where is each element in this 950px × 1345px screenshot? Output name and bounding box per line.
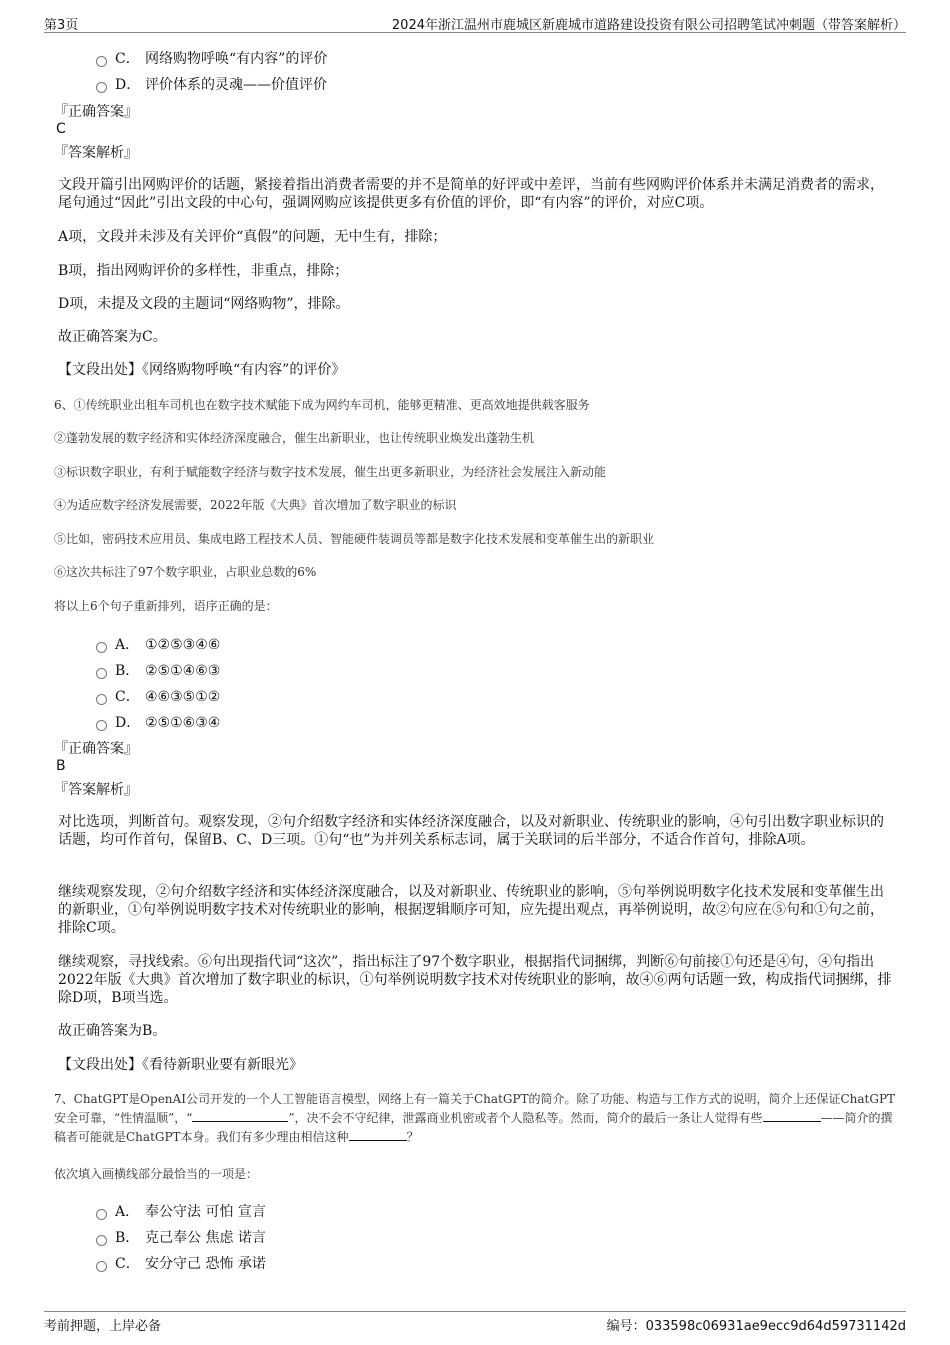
q7-prompt: 依次填入画横线部分最恰当的一项是： xyxy=(54,1167,259,1181)
q6-answer-label: 『正确答案』 xyxy=(54,741,138,757)
radio-icon[interactable] xyxy=(96,694,107,705)
q6-analysis-paragraph: 故正确答案为B。 xyxy=(58,1023,167,1039)
fill-blank[interactable] xyxy=(349,1128,407,1141)
q7-option-c[interactable]: C． 安分守己 恐怖 承诺 xyxy=(96,1253,266,1273)
q6-prompt: 将以上6个句子重新排列，语序正确的是： xyxy=(54,599,278,613)
q6-analysis-paragraph: 继续观察发现，②句介绍数字经济和实体经济深度融合，以及对新职业、传统职业的影响，⑤句举例说明数字化技术发展和变革催生出的新职业，①句举例说明数字技术对传统职业的影响，根据逻辑顺序可知，应先提出观点，再举例说明，故②句应在⑤句和①句之前，排除C项。 xyxy=(58,884,884,936)
page-number: 第3页 xyxy=(44,18,79,33)
fill-blank[interactable] xyxy=(763,1109,821,1122)
q6-analysis-paragraph: 继续观察，寻找线索。⑥句出现指代词“这次”，指出标注了97个数字职业，根据指代词捆绑，判断⑥句前接①句还是④句，④句指出2022年版《大典》首次增加了数字职业的标识，①句举例说明数字技术对传统职业的影响，故④⑥两句话题一致，构成指代词捆绑，排除D项，B项当选。 xyxy=(58,954,892,1006)
q5-analysis-paragraph: D项，未提及文段的主题词“网络购物”，排除。 xyxy=(58,296,350,312)
q6-sentence: ②蓬勃发展的数字经济和实体经济深度融合，催生出新职业，也让传统职业焕发出蓬勃生机 xyxy=(54,431,535,445)
radio-icon[interactable] xyxy=(96,1235,107,1246)
q5-option-c[interactable]: C． 网络购物呼唤“有内容”的评价 xyxy=(96,48,327,68)
q6-option-a[interactable]: A． ①②⑤③④⑥ xyxy=(96,634,220,654)
q5-source: 【文段出处】《网络购物呼唤“有内容”的评价》 xyxy=(58,362,346,378)
radio-icon[interactable] xyxy=(96,720,107,731)
footer-slogan: 考前押题，上岸必备 xyxy=(44,1319,162,1334)
q6-option-c[interactable]: C． ④⑥③⑤①② xyxy=(96,686,220,706)
q6-source: 【文段出处】《看待新职业要有新眼光》 xyxy=(58,1057,303,1073)
q6-answer: B xyxy=(56,758,66,774)
q5-answer-label: 『正确答案』 xyxy=(54,104,138,120)
q6-sentence: ④为适应数字经济发展需要，2022年版《大典》首次增加了数字职业的标识 xyxy=(54,498,457,512)
radio-icon[interactable] xyxy=(96,56,107,67)
document-id: 编号：033598c06931ae9ecc9d64d59731142d xyxy=(606,1319,906,1334)
fill-blank[interactable] xyxy=(192,1109,288,1122)
radio-icon[interactable] xyxy=(96,1261,107,1272)
q6-option-d[interactable]: D． ②⑤①⑥③④ xyxy=(96,712,220,732)
page-header xyxy=(44,14,906,33)
q7-option-b[interactable]: B． 克己奉公 焦虑 诺言 xyxy=(96,1227,266,1247)
q5-analysis-paragraph: 故正确答案为C。 xyxy=(58,329,167,345)
q5-option-d[interactable]: D． 评价体系的灵魂——价值评价 xyxy=(96,74,327,94)
q6-analysis-label: 『答案解析』 xyxy=(54,782,138,798)
page-footer xyxy=(44,1311,906,1336)
q5-analysis-paragraph: B项，指出网购评价的多样性，非重点，排除； xyxy=(58,263,349,279)
q5-answer: C xyxy=(56,121,66,137)
q6-sentence: ③标识数字职业，有利于赋能数字经济与数字技术发展，催生出更多新职业，为经济社会发展注入新动能 xyxy=(54,465,607,479)
radio-icon[interactable] xyxy=(96,668,107,679)
q5-analysis-paragraph: 文段开篇引出网购评价的话题，紧接着指出消费者需要的并不是简单的好评或中差评，当前有些网购评价体系并未满足消费者的需求，尾句通过“因此”引出文段的中心句，强调网购应该提供更多有价值的评价，即“有内容”的评价，对应C项。 xyxy=(58,177,884,211)
radio-icon[interactable] xyxy=(96,82,107,93)
q6-sentence: 6、①传统职业出租车司机也在数字技术赋能下成为网约车司机，能够更精准、更高效地提供载客服务 xyxy=(54,398,590,412)
q6-analysis-paragraph: 对比选项，判断首句。观察发现，②句介绍数字经济和实体经济深度融合，以及对新职业、传统职业的影响，④句引出数字职业标识的话题，均可作首句，保留B、C、D三项。①句“也”为并列关系标志词，属于关联词的后半部分，不适合作首句，排除A项。 xyxy=(58,814,884,848)
q6-sentence: ⑤比如，密码技术应用员、集成电路工程技术人员、智能硬件装调员等都是数字化技术发展和变革催生出的新职业 xyxy=(54,532,655,546)
q7-option-a[interactable]: A． 奉公守法 可怕 宣言 xyxy=(96,1201,266,1221)
q5-analysis-paragraph: A项，文段并未涉及有关评价“真假”的问题，无中生有，排除； xyxy=(58,229,447,245)
radio-icon[interactable] xyxy=(96,1209,107,1220)
q6-option-b[interactable]: B． ②⑤①④⑥③ xyxy=(96,660,220,680)
radio-icon[interactable] xyxy=(96,642,107,653)
q7-stem: 7、ChatGPT是OpenAI公司开发的一个人工智能语言模型，网络上有一篇关于ChatGPT的简介。除了功能、构造与工作方式的说明，简介上还保证ChatGPT安全可靠，“性情温顺”，“ ”，决不会不守纪律，泄露商业机密或者个人隐私等。然而，简介的最后一条让人觉得有些 ——简介的撰稿者可能就是ChatGPT本身。我们有多少理由相信这种 ？ xyxy=(54,1092,896,1144)
q6-sentence: ⑥这次共标注了97个数字职业，占职业总数的6% xyxy=(54,565,317,579)
document-title: 2024年浙江温州市鹿城区新鹿城市道路建设投资有限公司招聘笔试冲刺题（带答案解析） xyxy=(391,18,906,33)
q5-analysis-label: 『答案解析』 xyxy=(54,145,138,161)
